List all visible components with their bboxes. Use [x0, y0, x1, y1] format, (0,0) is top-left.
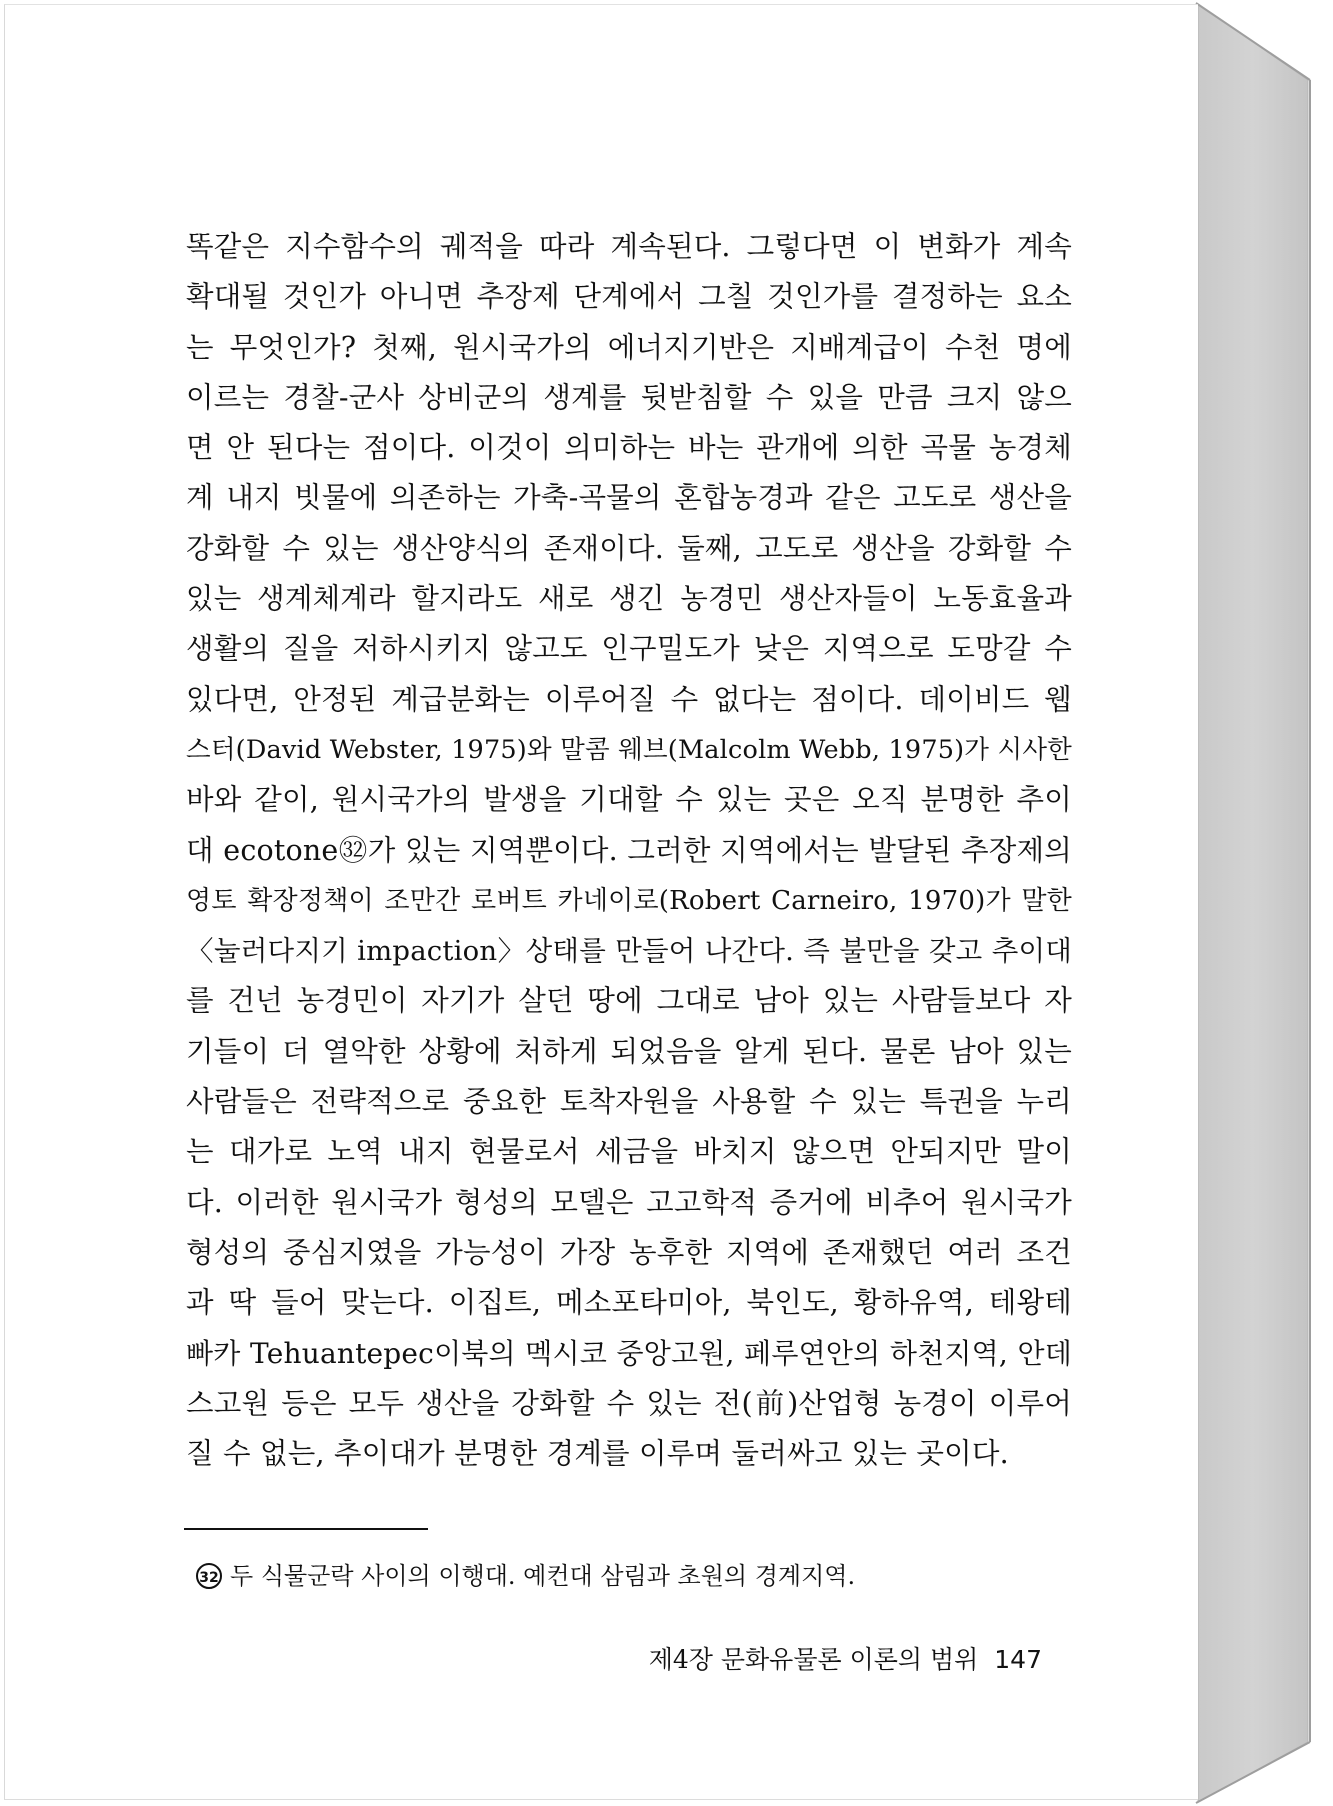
footnote-text: 두 식물군락 사이의 이행대. 예컨대 삼림과 초원의 경계지역.: [230, 1562, 856, 1590]
body-line: 기들이 더 열악한 상황에 처하게 되었음을 알게 된다. 물론 남아 있는: [186, 1034, 1072, 1068]
body-line: 스터(David Webster, 1975)와 말콤 웨브(Malcolm Webb, 1975)가 시사한: [186, 734, 1072, 765]
page-number: 147: [994, 1645, 1042, 1674]
body-line: 스고원 등은 모두 생산을 강화할 수 있는 전(前)산업형 농경이 이루어: [186, 1386, 1072, 1420]
footnote: [196, 1559, 855, 1593]
body-line: 똑같은 지수함수의 궤적을 따라 계속된다. 그렇다면 이 변화가 계속: [186, 230, 1072, 263]
book-edge-block: [1198, 4, 1308, 1802]
body-line: 있다면, 안정된 계급분화는 이루어질 수 없다는 점이다. 데이비드 웹: [186, 682, 1072, 716]
running-footer: [649, 1640, 1042, 1680]
body-line: 사람들은 전략적으로 중요한 토착자원을 사용할 수 있는 특권을 누리: [186, 1085, 1072, 1119]
body-line: 형성의 중심지였을 가능성이 가장 농후한 지역에 존재했던 여러 조건: [186, 1235, 1072, 1269]
body-line: 있는 생계체계라 할지라도 새로 생긴 농경민 생산자들이 노동효율과: [186, 582, 1072, 616]
body-paragraph: [186, 222, 1072, 1479]
body-line: 확대될 것인가 아니면 추장제 단계에서 그칠 것인가를 결정하는 요소: [186, 280, 1072, 314]
body-line: 면 안 된다는 점이다. 이것이 의미하는 바는 관개에 의한 곡물 농경체: [186, 431, 1072, 465]
body-line: 이르는 경찰-군사 상비군의 생계를 뒷받침할 수 있을 만큼 크지 않으: [186, 380, 1072, 414]
footnote-marker: 32: [196, 1563, 222, 1589]
body-line: 영토 확장정책이 조만간 로버트 카네이로(Robert Carneiro, 1970)가 말한: [186, 885, 1072, 916]
body-line: 생활의 질을 저하시키지 않고도 인구밀도가 낮은 지역으로 도망갈 수: [186, 632, 1072, 666]
body-line: 를 건넌 농경민이 자기가 살던 땅에 그대로 남아 있는 사람들보다 자: [186, 984, 1072, 1018]
body-line: 대 ecotone㉜가 있는 지역뿐이다. 그러한 지역에서는 발달된 추장제의: [186, 833, 1072, 867]
footnote-divider: [184, 1528, 428, 1530]
body-line: 과 딱 들어 맞는다. 이집트, 메소포타미아, 북인도, 황하유역, 테왕테: [186, 1286, 1072, 1320]
body-line: 〈눌러다지기 impaction〉상태를 만들어 나간다. 즉 불만을 갖고 추이대: [186, 935, 1072, 968]
body-line: 바와 같이, 원시국가의 발생을 기대할 수 있는 곳은 오직 분명한 추이: [186, 783, 1072, 817]
body-line: 계 내지 빗물에 의존하는 가축-곡물의 혼합농경과 같은 고도로 생산을: [186, 481, 1072, 515]
body-line-last: 질 수 없는, 추이대가 분명한 경계를 이루며 둘러싸고 있는 곳이다.: [186, 1437, 1009, 1471]
body-line: 빠카 Tehuantepec이북의 멕시코 중앙고원, 페루연안의 하천지역, 안데: [186, 1336, 1072, 1370]
body-line: 다. 이러한 원시국가 형성의 모델은 고고학적 증거에 비추어 원시국가: [186, 1185, 1072, 1219]
chapter-title: 제4장 문화유물론 이론의 범위: [648, 1645, 979, 1674]
body-line: 는 대가로 노역 내지 현물로서 세금을 바치지 않으면 안되지만 말이: [186, 1135, 1072, 1169]
body-line: 는 무엇인가? 첫째, 원시국가의 에너지기반은 지배계급이 수천 명에: [186, 330, 1072, 364]
body-line: 강화할 수 있는 생산양식의 존재이다. 둘째, 고도로 생산을 강화할 수: [186, 531, 1072, 565]
